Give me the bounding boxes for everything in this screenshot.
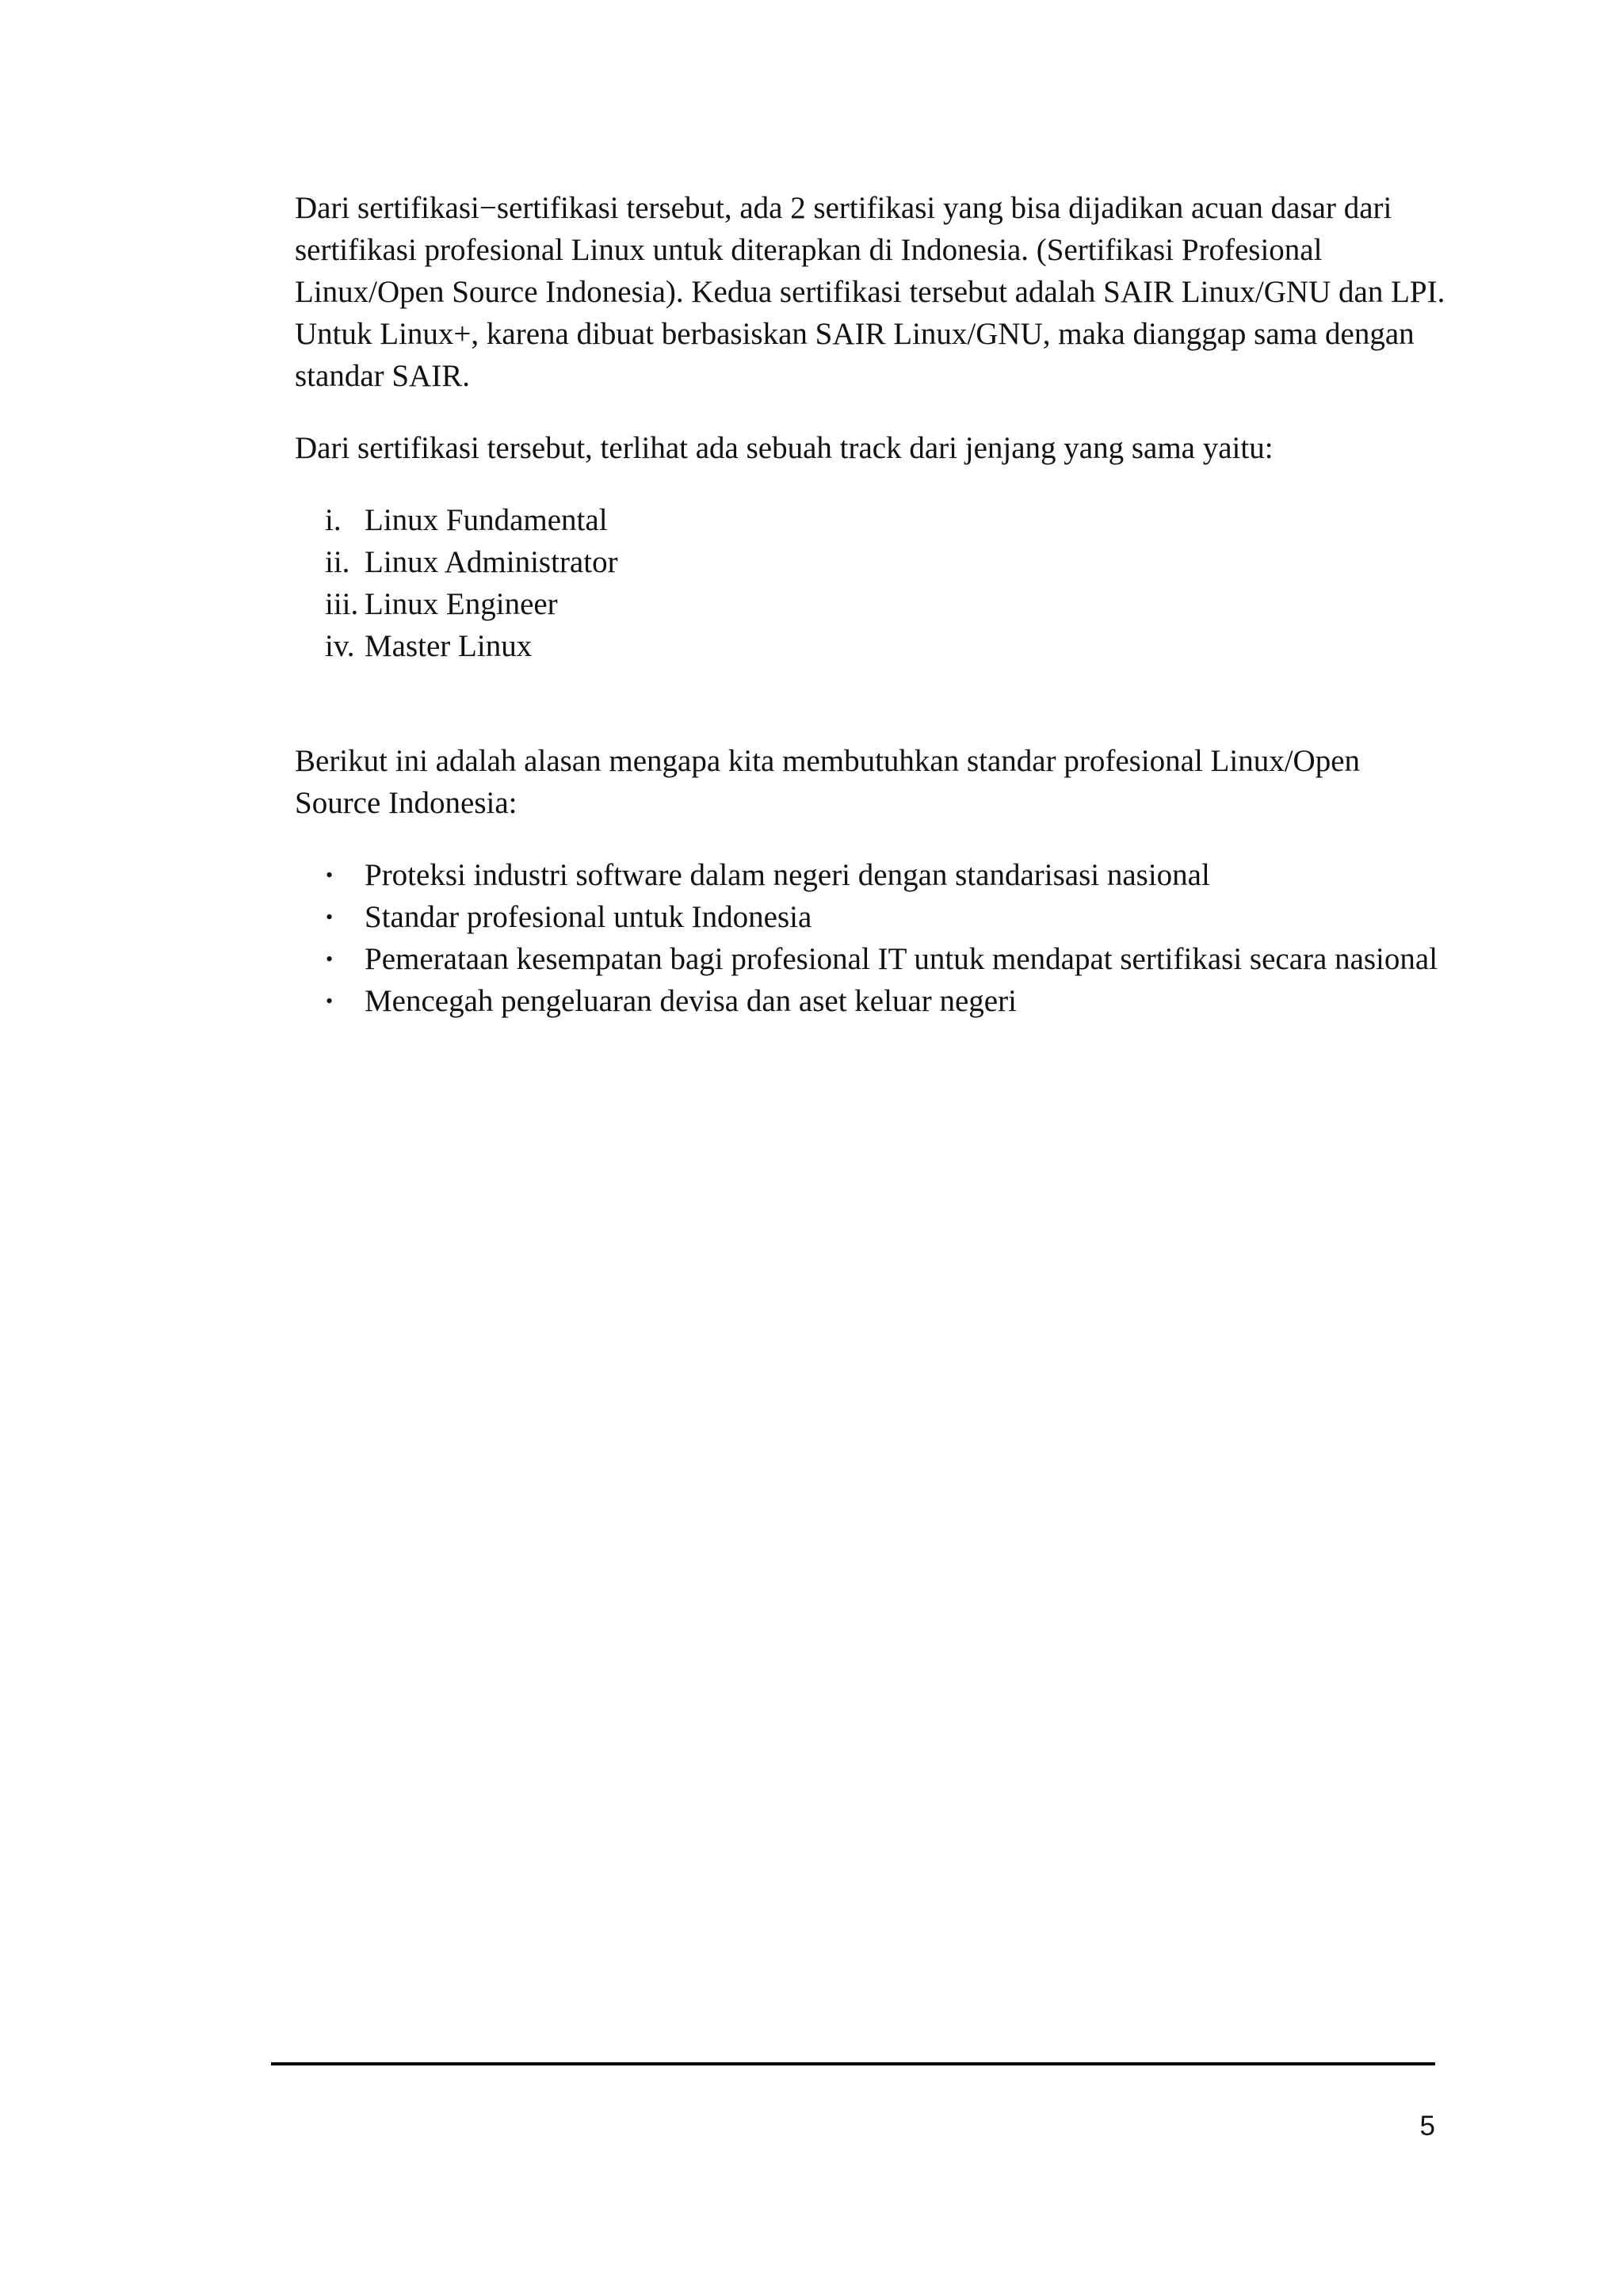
spacer xyxy=(295,697,1452,740)
footer-divider xyxy=(271,2062,1435,2065)
list-item xyxy=(295,938,1452,980)
list-item-text: Linux Fundamental xyxy=(365,503,608,537)
list-item-text: Linux Engineer xyxy=(365,587,558,621)
bullet-icon: • xyxy=(326,864,334,887)
bullet-icon: • xyxy=(326,948,334,971)
list-item xyxy=(295,541,1452,583)
list-marker: ii. xyxy=(325,545,350,579)
reasons-list xyxy=(295,854,1452,1022)
paragraph-track-intro: Dari sertifikasi tersebut, terlihat ada sebuah track dari jenjang yang sama yaitu: xyxy=(295,431,1274,465)
list-item-text: Mencegah pengeluaran devisa dan aset keluar negeri xyxy=(365,984,1017,1018)
paragraph-sertifikasi-acuan: Dari sertifikasi−sertifikasi tersebut, ada 2 sertifikasi yang bisa dijadikan acuan dasar dari sertifikasi profesional Linux untuk diterapkan di Indonesia. (Sertifikasi Profesional Linux/Open Source Indonesia). Kedua sertifikasi tersebut adalah SAIR Linux/GNU dan LPI. Untuk Linux+, karena dibuat berbasiskan SAIR Linux/GNU, maka dianggap sama dengan standar SAIR. xyxy=(295,191,1445,393)
list-item xyxy=(295,499,1452,541)
track-list xyxy=(295,499,1452,667)
list-item-text: Pemerataan kesempatan bagi profesional IT untuk mendapat sertifikasi secara nasional xyxy=(365,942,1438,976)
list-item xyxy=(295,583,1452,625)
list-item-text: Linux Administrator xyxy=(365,545,618,579)
list-item-text: Proteksi industri software dalam negeri dengan standarisasi nasional xyxy=(365,858,1210,892)
list-marker: i. xyxy=(325,503,342,537)
list-item-text: Master Linux xyxy=(365,629,533,663)
list-item xyxy=(295,625,1452,667)
bullet-icon: • xyxy=(326,990,334,1013)
paragraph-reasons-intro: Berikut ini adalah alasan mengapa kita membutuhkan standar profesional Linux/Open Source Indonesia: xyxy=(295,744,1361,820)
list-item xyxy=(295,980,1452,1022)
list-item xyxy=(295,896,1452,938)
list-item-text: Standar profesional untuk Indonesia xyxy=(365,900,812,934)
page-number: 5 xyxy=(1419,2111,1435,2142)
list-item xyxy=(295,854,1452,896)
bullet-icon: • xyxy=(326,906,334,929)
list-marker: iv. xyxy=(325,629,355,663)
page-body xyxy=(295,187,1452,1052)
list-marker: iii. xyxy=(325,587,359,621)
